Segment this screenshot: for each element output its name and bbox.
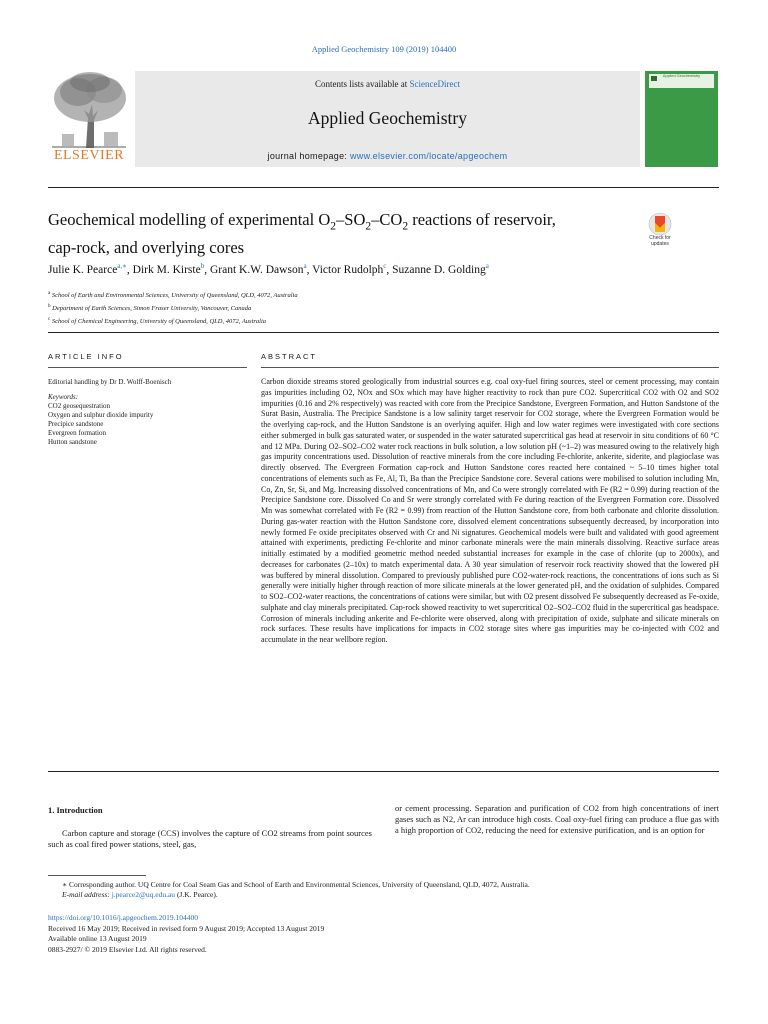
title-divider [48, 332, 719, 333]
author-affiliation-mark[interactable]: c [383, 262, 387, 270]
author-name[interactable]: Victor Rudolph [312, 263, 384, 276]
keyword-item: Hutton sandstone [48, 438, 97, 446]
author-list: Julie K. Pearce$^{a,∗}$, Dirk M. Kirste$^b$, Grant K.W. Dawson$^a$, Victor Rudolph$^c$, Suzanne D. Golding$^a$ [48, 262, 489, 276]
author-affiliation-mark[interactable]: a [485, 262, 489, 270]
contents-prefix: Contents lists available at [315, 79, 410, 89]
affiliation-item: $^c$ School of Chemical Engineering, University of Queensland, QLD, 4072, Australia [48, 317, 267, 326]
affiliation-list [48, 288, 718, 327]
keyword-item: CO2 geosequestration [48, 402, 111, 410]
article-info-panel [48, 378, 248, 447]
author-name[interactable]: Julie K. Pearce [48, 263, 118, 276]
elsevier-tree-icon [48, 70, 130, 148]
footnote-text: ∗ Corresponding author. UQ Centre for Coal Seam Gas and School of Earth and Environmental Sciences, University of Queensland, QLD, 4072, Australia. [62, 880, 530, 889]
affiliation-item: $^a$ School of Earth and Environmental Sciences, University of Queensland, QLD, 4072, Australia [48, 291, 298, 300]
crossmark-icon [642, 212, 678, 236]
article-title: Geochemical modelling of experimental $O_2-SO_2-CO_2$ reactions of reservoir, cap-rock, and overlying cores [48, 210, 556, 258]
abstract-heading: ABSTRACT [261, 352, 318, 361]
contents-line [135, 79, 640, 89]
keyword-item: Precipice sandstone [48, 420, 104, 428]
introduction-column-left: Carbon capture and storage (CCS) involves the capture of CO2 streams from point sources such as coal fired power stations, steel, gas, [48, 828, 372, 849]
author-email-link[interactable]: j.pearce2@uq.edu.au [111, 890, 176, 899]
elsevier-logo [48, 70, 130, 166]
footnote-divider [48, 875, 146, 876]
available-online-date: Available online 13 August 2019 [48, 934, 147, 943]
abstract-divider [261, 367, 719, 368]
journal-title: Applied Geochemistry [308, 108, 467, 128]
article-info-divider [48, 367, 247, 368]
journal-cover-image[interactable] [645, 71, 718, 167]
journal-citation-link[interactable]: Applied Geochemistry 109 (2019) 104400 [311, 44, 457, 54]
abstract-bottom-divider [48, 771, 719, 772]
editorial-handling: Editorial handling by Dr D. Wolff-Boenisch [48, 378, 172, 386]
author-affiliation-mark[interactable]: b [200, 262, 205, 270]
introduction-column-right: or cement processing. Separation and purification of CO2 from high concentrations of inert gases such as N2, Ar can introduce high costs. Coal oxy-fuel firing can produce a flue gas with a high proportion of CO2, reducing the need for extensive purification, and is an option for [395, 803, 719, 835]
corresponding-author-footnote [48, 880, 718, 900]
abstract-body: Carbon dioxide streams stored geologically from industrial sources e.g. coal oxy-fuel firing sources, steel or cement processing, may contain gas impurities including O2, NOx and SOx which may have higher reactivity to rock than pure CO2. Supercritical CO2 with O2 and SO2 impurities (0.16 and 2% respectively) was reacted with core from the Precipice Sandstone, Evergreen Formation, and Hutton Sandstone of the Surat Basin, Australia. The Precipice Sandstone is a low salinity target reservoir for CO2 storage, where the Evergreen Formation would be the overlying cap-rock, and the Hutton Sandstone is an overlying aquifer. High and low water regimes were investigated with core sections either submerged in bulk gas saturated water, or suspended in the water saturated supercritical gas head at reservoir in situ conditions of 60 °C and 12 MPa. During O2–SO2–CO2 water rock reactions in bulk solution, a low solution pH (~1–2) was measured owing to the relatively high gas impurity concentrations used. Dissolution of reactive minerals from the core including Fe-chlorite, ankerite, siderite, and plagioclase was directly observed. The Evergreen Formation cap-rock and Hutton Sandstone cores reacted here contained ~ 5–10 times higher total concentrations of elements such as Fe, Al, Ti, Ba than the Precipice Sandstone core. Several cations were mobilised to solution including Mn, Co, Zn, Sr, Si, and Mg. Increasing dissolved concentrations of Mn, and Co were strongly correlated with Fe (R2 = 0.99) during reaction of the Precipice Sandstone core. Dissolved Co and Sr were strongly correlated with Fe during reaction of the Evergreen Formation core. Dissolved Mn was somewhat correlated with Fe (R2 = 0.99) from reaction of the Hutton Sandstone core, from both carbonate and chlorite dissolution. During gas-water reaction with the Hutton Sandstone core, dissolved element concentrations subsequently decreased, by incorporation into newly formed Fe oxide precipitates observed with Cr and Ni signatures. Geochemical models were built and validated with good agreement attained with experiments, predicting Fe-chlorite and minor carbonate minerals were the main minerals dissolving. Reactive surface areas initially estimated by a modified geometric method needed substantial increases for example in the case of chlorite (up to 2000x), and decreases for carbonates (2–10x) to match experimental data. A 30 year simulation of reservoir rock reactivity showed that the lowered pH was buffered by mineral dissolution. Compared to previously published pure CO2-water-rock reactions, the concentrations of ions such as Si generally were initially higher through reaction of more silicate minerals at the lower generated pH, and the oxidation of sulphides. Compared to SO2–CO2-water reactions, the concentrations of cations were similar, but with O2 present dissolved Fe subsequently decreased as Fe-oxide, sulphate and clay minerals precipitated. Cap-rock showed reactivity to wet supercritical O2–SO2–CO2 fluid in the supercritical gas headspace. Corrosion of minerals including ankerite and Fe-chlorite were observed, along with precipitation of oxide, sulphate and silicate minerals on rock surfaces. These results have implications for impacts in CO2 storage sites where gas impurities may be co-injected with CO2 and accumulate in the near wellbore region. [261, 377, 720, 644]
footnote-email-line [48, 890, 718, 900]
check-for-updates-button[interactable] [642, 212, 678, 250]
received-dates: Received 16 May 2019; Received in revised form 9 August 2019; Accepted 13 August 2019 [48, 923, 325, 933]
doi-link[interactable]: https://doi.org/10.1016/j.apgeochem.2019.104400 [48, 913, 199, 922]
homepage-line [135, 151, 640, 161]
author-name[interactable]: Dirk M. Kirste [132, 263, 201, 276]
author-name[interactable]: Grant K.W. Dawson [209, 263, 304, 276]
email-suffix: (J.K. Pearce). [175, 890, 218, 899]
author-affiliation-mark[interactable]: a,∗ [117, 262, 127, 270]
publication-info [48, 913, 548, 955]
keyword-item: Evergreen formation [48, 429, 106, 437]
cover-title: Applied Geochemistry [662, 74, 701, 78]
author-name[interactable]: Suzanne D. Golding [392, 263, 486, 276]
crossmark-label: Check for updates [649, 235, 671, 247]
sciencedirect-link[interactable]: ScienceDirect [409, 79, 460, 89]
article-info-heading: ARTICLE INFO [48, 352, 124, 361]
keywords-label: Keywords: [48, 393, 79, 401]
elsevier-wordmark: ELSEVIER [53, 148, 125, 163]
introduction-heading: 1. Introduction [48, 805, 103, 815]
homepage-prefix: journal homepage: [267, 151, 350, 161]
journal-homepage-link[interactable]: www.elsevier.com/locate/apgeochem [349, 151, 508, 161]
copyright-line: 0883-2927/ © 2019 Elsevier Ltd. All rights reserved. [48, 944, 207, 954]
email-label: E-mail address: [62, 890, 112, 899]
keyword-item: Oxygen and sulphur dioxide impurity [48, 411, 154, 419]
header-divider [48, 187, 719, 188]
journal-header [135, 71, 640, 167]
author-affiliation-mark[interactable]: a [303, 262, 307, 270]
affiliation-item: $^b$ Department of Earth Sciences, Simon Fraser University, Vancouver, Canada [48, 304, 252, 313]
